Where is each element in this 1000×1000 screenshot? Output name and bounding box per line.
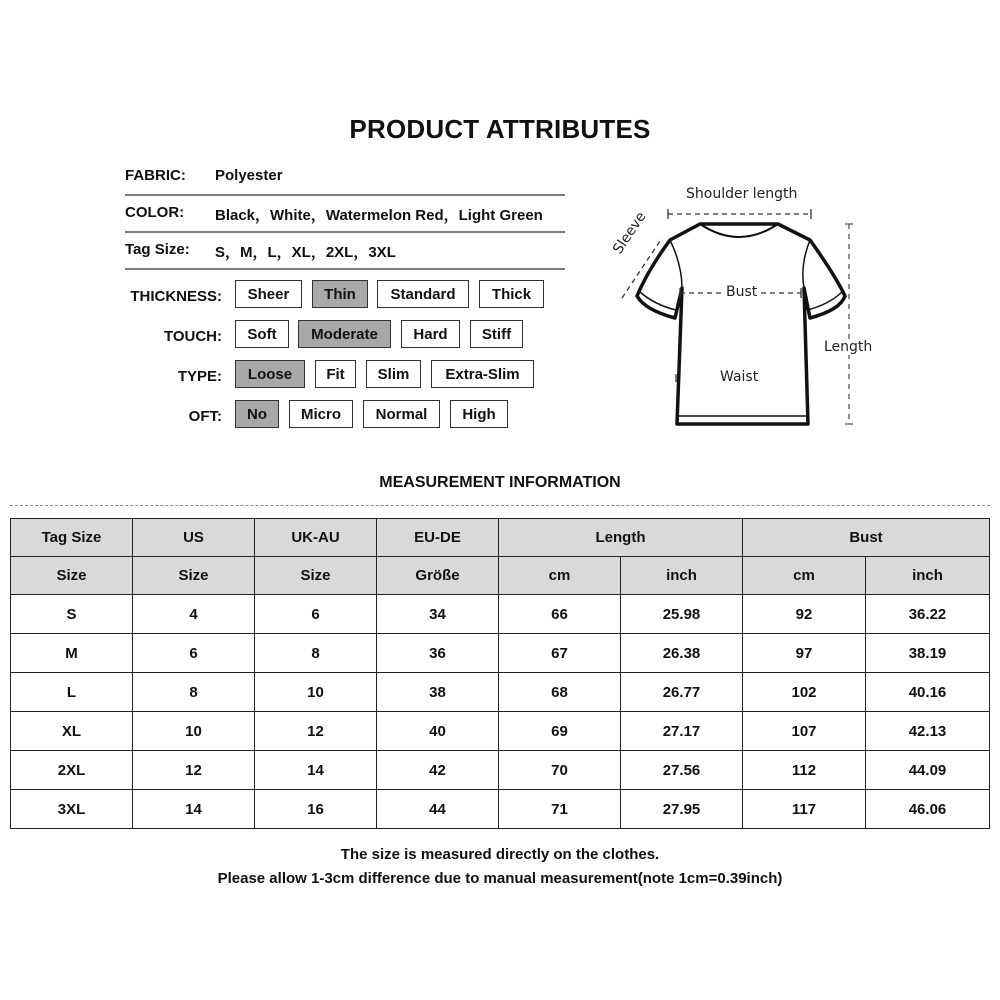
tag-size-label: Tag Size: — [125, 241, 190, 258]
option-standard: Standard — [377, 280, 469, 308]
table-cell: 92 — [743, 595, 866, 634]
waist-label: Waist — [720, 369, 759, 385]
table-cell: 6 — [255, 595, 377, 634]
table-cell: M — [11, 634, 133, 673]
table-cell: 102 — [743, 673, 866, 712]
dotted-divider — [10, 505, 990, 506]
table-cell: 38.19 — [866, 634, 990, 673]
table-cell: 26.38 — [621, 634, 743, 673]
header-cell: Size — [255, 557, 377, 595]
table-cell: 38 — [377, 673, 499, 712]
table-cell: 4 — [133, 595, 255, 634]
page-title: PRODUCT ATTRIBUTES — [349, 114, 651, 144]
table-cell: 117 — [743, 790, 866, 829]
header-cell: Bust — [743, 519, 990, 557]
option-moderate-selected: Moderate — [298, 320, 391, 348]
header-cell: inch — [621, 557, 743, 595]
option-hard: Hard — [401, 320, 460, 348]
table-cell: 36.22 — [866, 595, 990, 634]
table-cell: 71 — [499, 790, 621, 829]
thickness-label: THICKNESS: — [130, 288, 222, 305]
table-cell: 44.09 — [866, 751, 990, 790]
table-row — [11, 673, 990, 712]
divider — [125, 231, 565, 233]
table-cell: 8 — [255, 634, 377, 673]
table-cell: 3XL — [11, 790, 133, 829]
divider — [125, 194, 565, 196]
table-cell: 46.06 — [866, 790, 990, 829]
option-normal: Normal — [363, 400, 440, 428]
option-micro: Micro — [289, 400, 353, 428]
option-extra-slim: Extra-Slim — [431, 360, 534, 388]
table-cell: 34 — [377, 595, 499, 634]
option-soft: Soft — [235, 320, 289, 348]
table-cell: 25.98 — [621, 595, 743, 634]
table-cell: 66 — [499, 595, 621, 634]
subheader-row — [11, 557, 990, 595]
touch-label: TOUCH: — [163, 328, 222, 345]
table-cell: 44 — [377, 790, 499, 829]
table-row — [11, 634, 990, 673]
note-tolerance: Please allow 1-3cm difference due to manual measurement(note 1cm=0.39inch) — [217, 870, 783, 887]
table-cell: 10 — [133, 712, 255, 751]
option-sheer: Sheer — [235, 280, 302, 308]
table-cell: 40.16 — [866, 673, 990, 712]
table-cell: 70 — [499, 751, 621, 790]
header-cell: Größe — [377, 557, 499, 595]
table-cell: 69 — [499, 712, 621, 751]
table-cell: 107 — [743, 712, 866, 751]
oft-label: OFT: — [188, 408, 222, 425]
sleeve-label: Sleeve — [610, 209, 650, 257]
header-cell: Size — [11, 557, 133, 595]
header-cell: Size — [133, 557, 255, 595]
header-cell: EU-DE — [377, 519, 499, 557]
header-cell: UK-AU — [255, 519, 377, 557]
table-cell: 10 — [255, 673, 377, 712]
table-cell: 12 — [133, 751, 255, 790]
table-cell: 14 — [133, 790, 255, 829]
color-value: Black，White，Watermelon Red，Light Green — [215, 207, 543, 224]
size-chart-table — [10, 518, 990, 829]
shoulder-length-label: Shoulder length — [686, 186, 798, 202]
tag-size-value: S，M，L，XL，2XL，3XL — [215, 244, 396, 261]
length-label: Length — [824, 339, 873, 355]
table-cell: 97 — [743, 634, 866, 673]
option-thin-selected: Thin — [312, 280, 368, 308]
table-row — [11, 712, 990, 751]
option-loose-selected: Loose — [235, 360, 305, 388]
measurement-title: MEASUREMENT INFORMATION — [379, 474, 621, 491]
table-cell: L — [11, 673, 133, 712]
table-cell: 67 — [499, 634, 621, 673]
fabric-value: Polyester — [215, 167, 283, 184]
table-cell: 42.13 — [866, 712, 990, 751]
bust-label: Bust — [726, 284, 758, 300]
option-stiff: Stiff — [470, 320, 523, 348]
table-cell: S — [11, 595, 133, 634]
option-slim: Slim — [366, 360, 421, 388]
fabric-label: FABRIC: — [125, 167, 186, 184]
table-cell: 40 — [377, 712, 499, 751]
table-cell: 14 — [255, 751, 377, 790]
color-label: COLOR: — [125, 204, 185, 221]
option-fit: Fit — [315, 360, 356, 388]
table-row — [11, 595, 990, 634]
type-label: TYPE: — [177, 368, 222, 385]
table-cell: 26.77 — [621, 673, 743, 712]
table-cell: 6 — [133, 634, 255, 673]
header-cell: Tag Size — [11, 519, 133, 557]
option-thick: Thick — [479, 280, 544, 308]
table-cell: 27.17 — [621, 712, 743, 751]
header-cell: inch — [866, 557, 990, 595]
table-row — [11, 751, 990, 790]
table-cell: 112 — [743, 751, 866, 790]
table-cell: 16 — [255, 790, 377, 829]
table-cell: 2XL — [11, 751, 133, 790]
header-cell: cm — [743, 557, 866, 595]
table-cell: 68 — [499, 673, 621, 712]
table-row — [11, 790, 990, 829]
header-cell: Length — [499, 519, 743, 557]
table-cell: 36 — [377, 634, 499, 673]
table-cell: 27.95 — [621, 790, 743, 829]
divider — [125, 268, 565, 270]
table-cell: 42 — [377, 751, 499, 790]
header-cell: cm — [499, 557, 621, 595]
tshirt-diagram — [600, 180, 890, 440]
table-cell: 8 — [133, 673, 255, 712]
option-high: High — [450, 400, 508, 428]
table-cell: XL — [11, 712, 133, 751]
option-no-selected: No — [235, 400, 279, 428]
header-cell: US — [133, 519, 255, 557]
header-row — [11, 519, 990, 557]
note-measured: The size is measured directly on the clothes. — [340, 846, 660, 863]
table-cell: 27.56 — [621, 751, 743, 790]
table-cell: 12 — [255, 712, 377, 751]
